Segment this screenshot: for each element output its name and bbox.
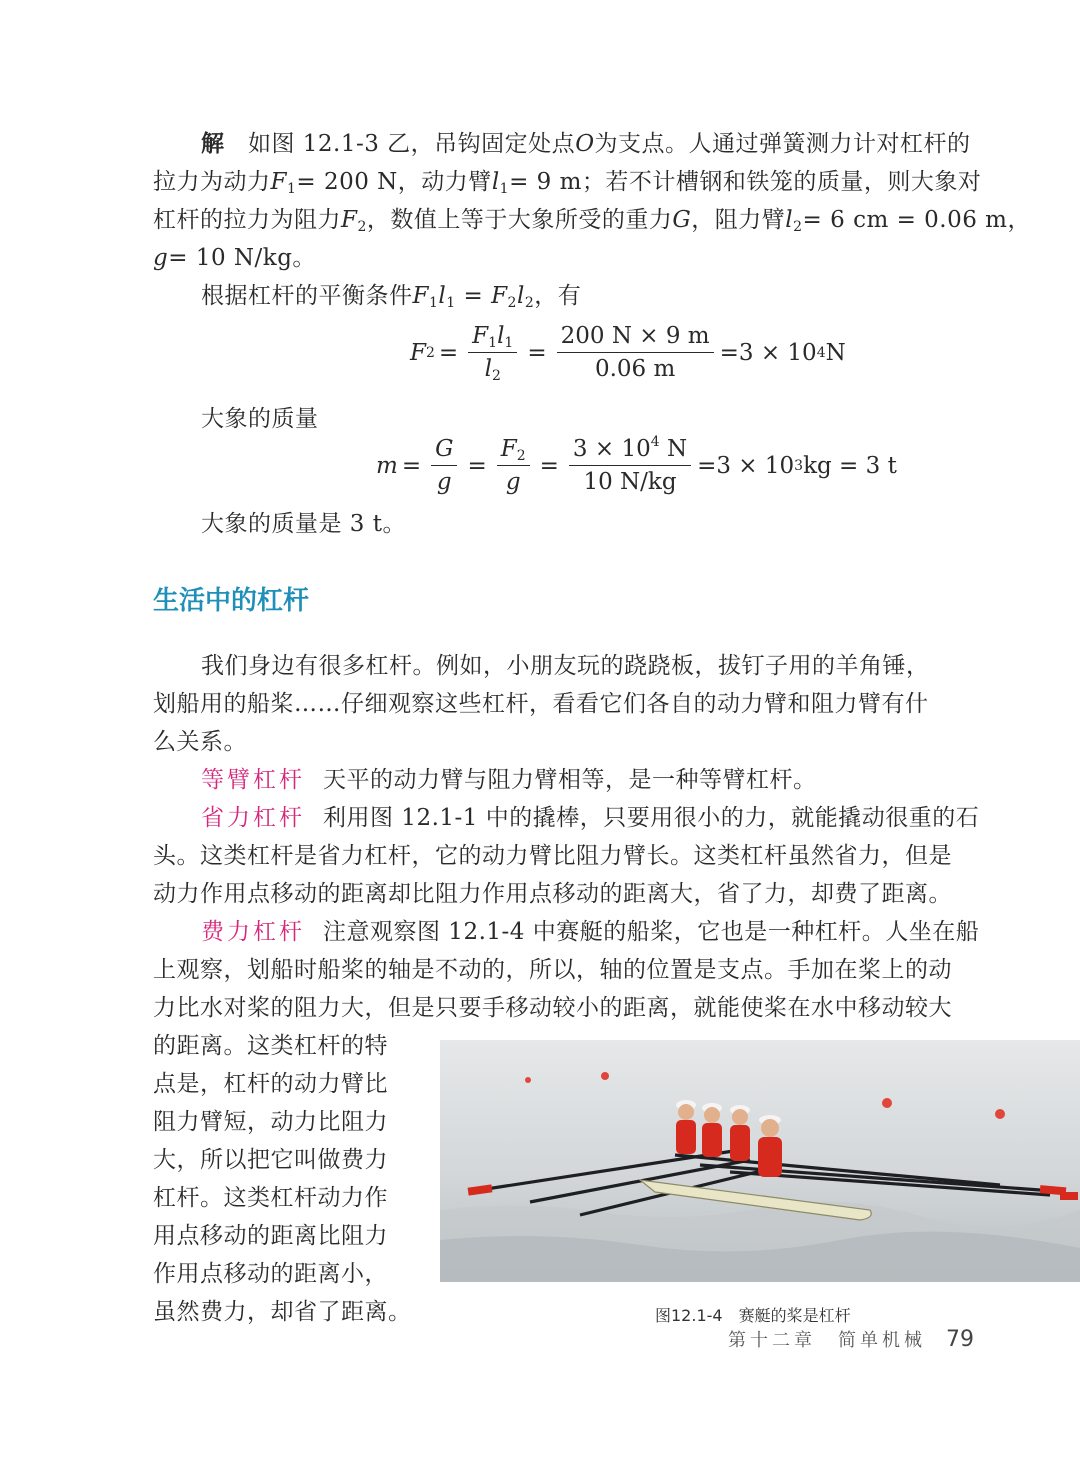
force-saving-term: 省力杠杆 bbox=[201, 805, 305, 831]
buoy bbox=[882, 1098, 892, 1108]
force-costing-paragraph: 费力杠杆 注意观察图 12.1-4 中赛艇的船桨，它也是一种杠杆。人坐在船 上观察，划船时船桨的轴是不动的，所以，轴的位置是支点。手加在桨上的动 力比水对桨的阻力大，但是只要手移动较小的距离，就能使桨在水中移动较大 bbox=[153, 919, 980, 1021]
section-heading: 生活中的杠杆 bbox=[153, 586, 310, 616]
buoy bbox=[525, 1077, 531, 1083]
fraction-numeric: $\frac{200 N \times 9 m}{0.06 m}$ bbox=[557, 322, 714, 383]
force-costing-term: 费力杠杆 bbox=[201, 919, 305, 945]
intro-paragraph: 我们身边有很多杠杆。例如，小朋友玩的跷跷板，拔钉子用的羊角锤， 划船用的船桨……仔细观察这些杠杆，看看它们各自的动力臂和阻力臂有什 么关系。 bbox=[153, 653, 930, 755]
fraction-f1l1-over-l2: $\frac{F_1l_1}{l_2}$ bbox=[468, 322, 517, 383]
equal-arm-term: 等臂杠杆 bbox=[201, 767, 305, 793]
buoy bbox=[995, 1109, 1005, 1119]
conclusion-paragraph: 大象的质量是 3 t。 bbox=[201, 511, 406, 537]
solution-label: 解 bbox=[201, 130, 225, 157]
rowing-illustration bbox=[440, 1040, 1080, 1282]
fraction-mass-numeric: $\frac{3 \times 10^4 N}{10 N/kg}$ bbox=[569, 435, 691, 496]
chapter-title: 第十二章 简单机械 bbox=[728, 1330, 926, 1351]
solution-paragraph: 解 如图 12.1-3 乙，吊钩固定处点O为支点。人通过弹簧测力计对杠杆的 拉力为动力$F_1= 200$ N，动力臂$l_1= 9$ m；若不计槽钢和铁笼的质量，则大象对 杠杆的拉力为阻力$F_2$，数值上等于大象所受的重力G，阻力臂$l_2= 6$ cm = 0.06 m， g= 10 N/kg。 根据杠杆的平衡条件$F_1l_1 = F_2l_2$，有 bbox=[153, 130, 1031, 311]
mass-label-paragraph: 大象的质量 bbox=[201, 406, 319, 432]
fraction-g-over-g: $\frac{G}{g}$ bbox=[431, 435, 457, 496]
figure-caption: 图12.1-4 赛艇的桨是杠杆 bbox=[655, 1306, 851, 1325]
equal-arm-paragraph: 等臂杠杆 天平的动力臂与阻力臂相等，是一种等臂杠杆。 bbox=[201, 767, 817, 793]
force-saving-paragraph: 省力杠杆 利用图 12.1-1 中的撬棒，只要用很小的力，就能撬动很重的石 头。这类杠杆是省力杠杆，它的动力臂比阻力臂长。这类杠杆虽然省力，但是 动力作用点移动的距离却比阻力作用点移动的距离大，省了力，却费了距离。 bbox=[153, 805, 980, 907]
buoy bbox=[601, 1072, 609, 1080]
formula-mass: m = $\frac{G}{g}$ = $\frac{F_2}{g}$ = $\frac{3 \times 10^4 N}{10 N/kg}$ =3 × 10 3 kg = 3 t bbox=[376, 434, 897, 495]
fraction-f2-over-g: $\frac{F_2}{g}$ bbox=[497, 435, 530, 496]
formula-force: F 2 = $\frac{F_1l_1}{l_2}$ = $\frac{200 N \times 9 m}{0.06 m}$ =3 × 10 4 N bbox=[410, 323, 846, 384]
rowing-photo bbox=[440, 1040, 1080, 1282]
page-footer bbox=[728, 1326, 974, 1352]
side-paragraph: 的距离。这类杠杆的特 点是，杠杆的动力臂比 阻力臂短，动力比阻力 大，所以把它叫做费力 杠杆。这类杠杆动力作 用点移动的距离比阻力 作用点移动的距离小， 虽然费力，却省了距离。 bbox=[153, 1033, 412, 1325]
page-number: 79 bbox=[946, 1327, 974, 1352]
